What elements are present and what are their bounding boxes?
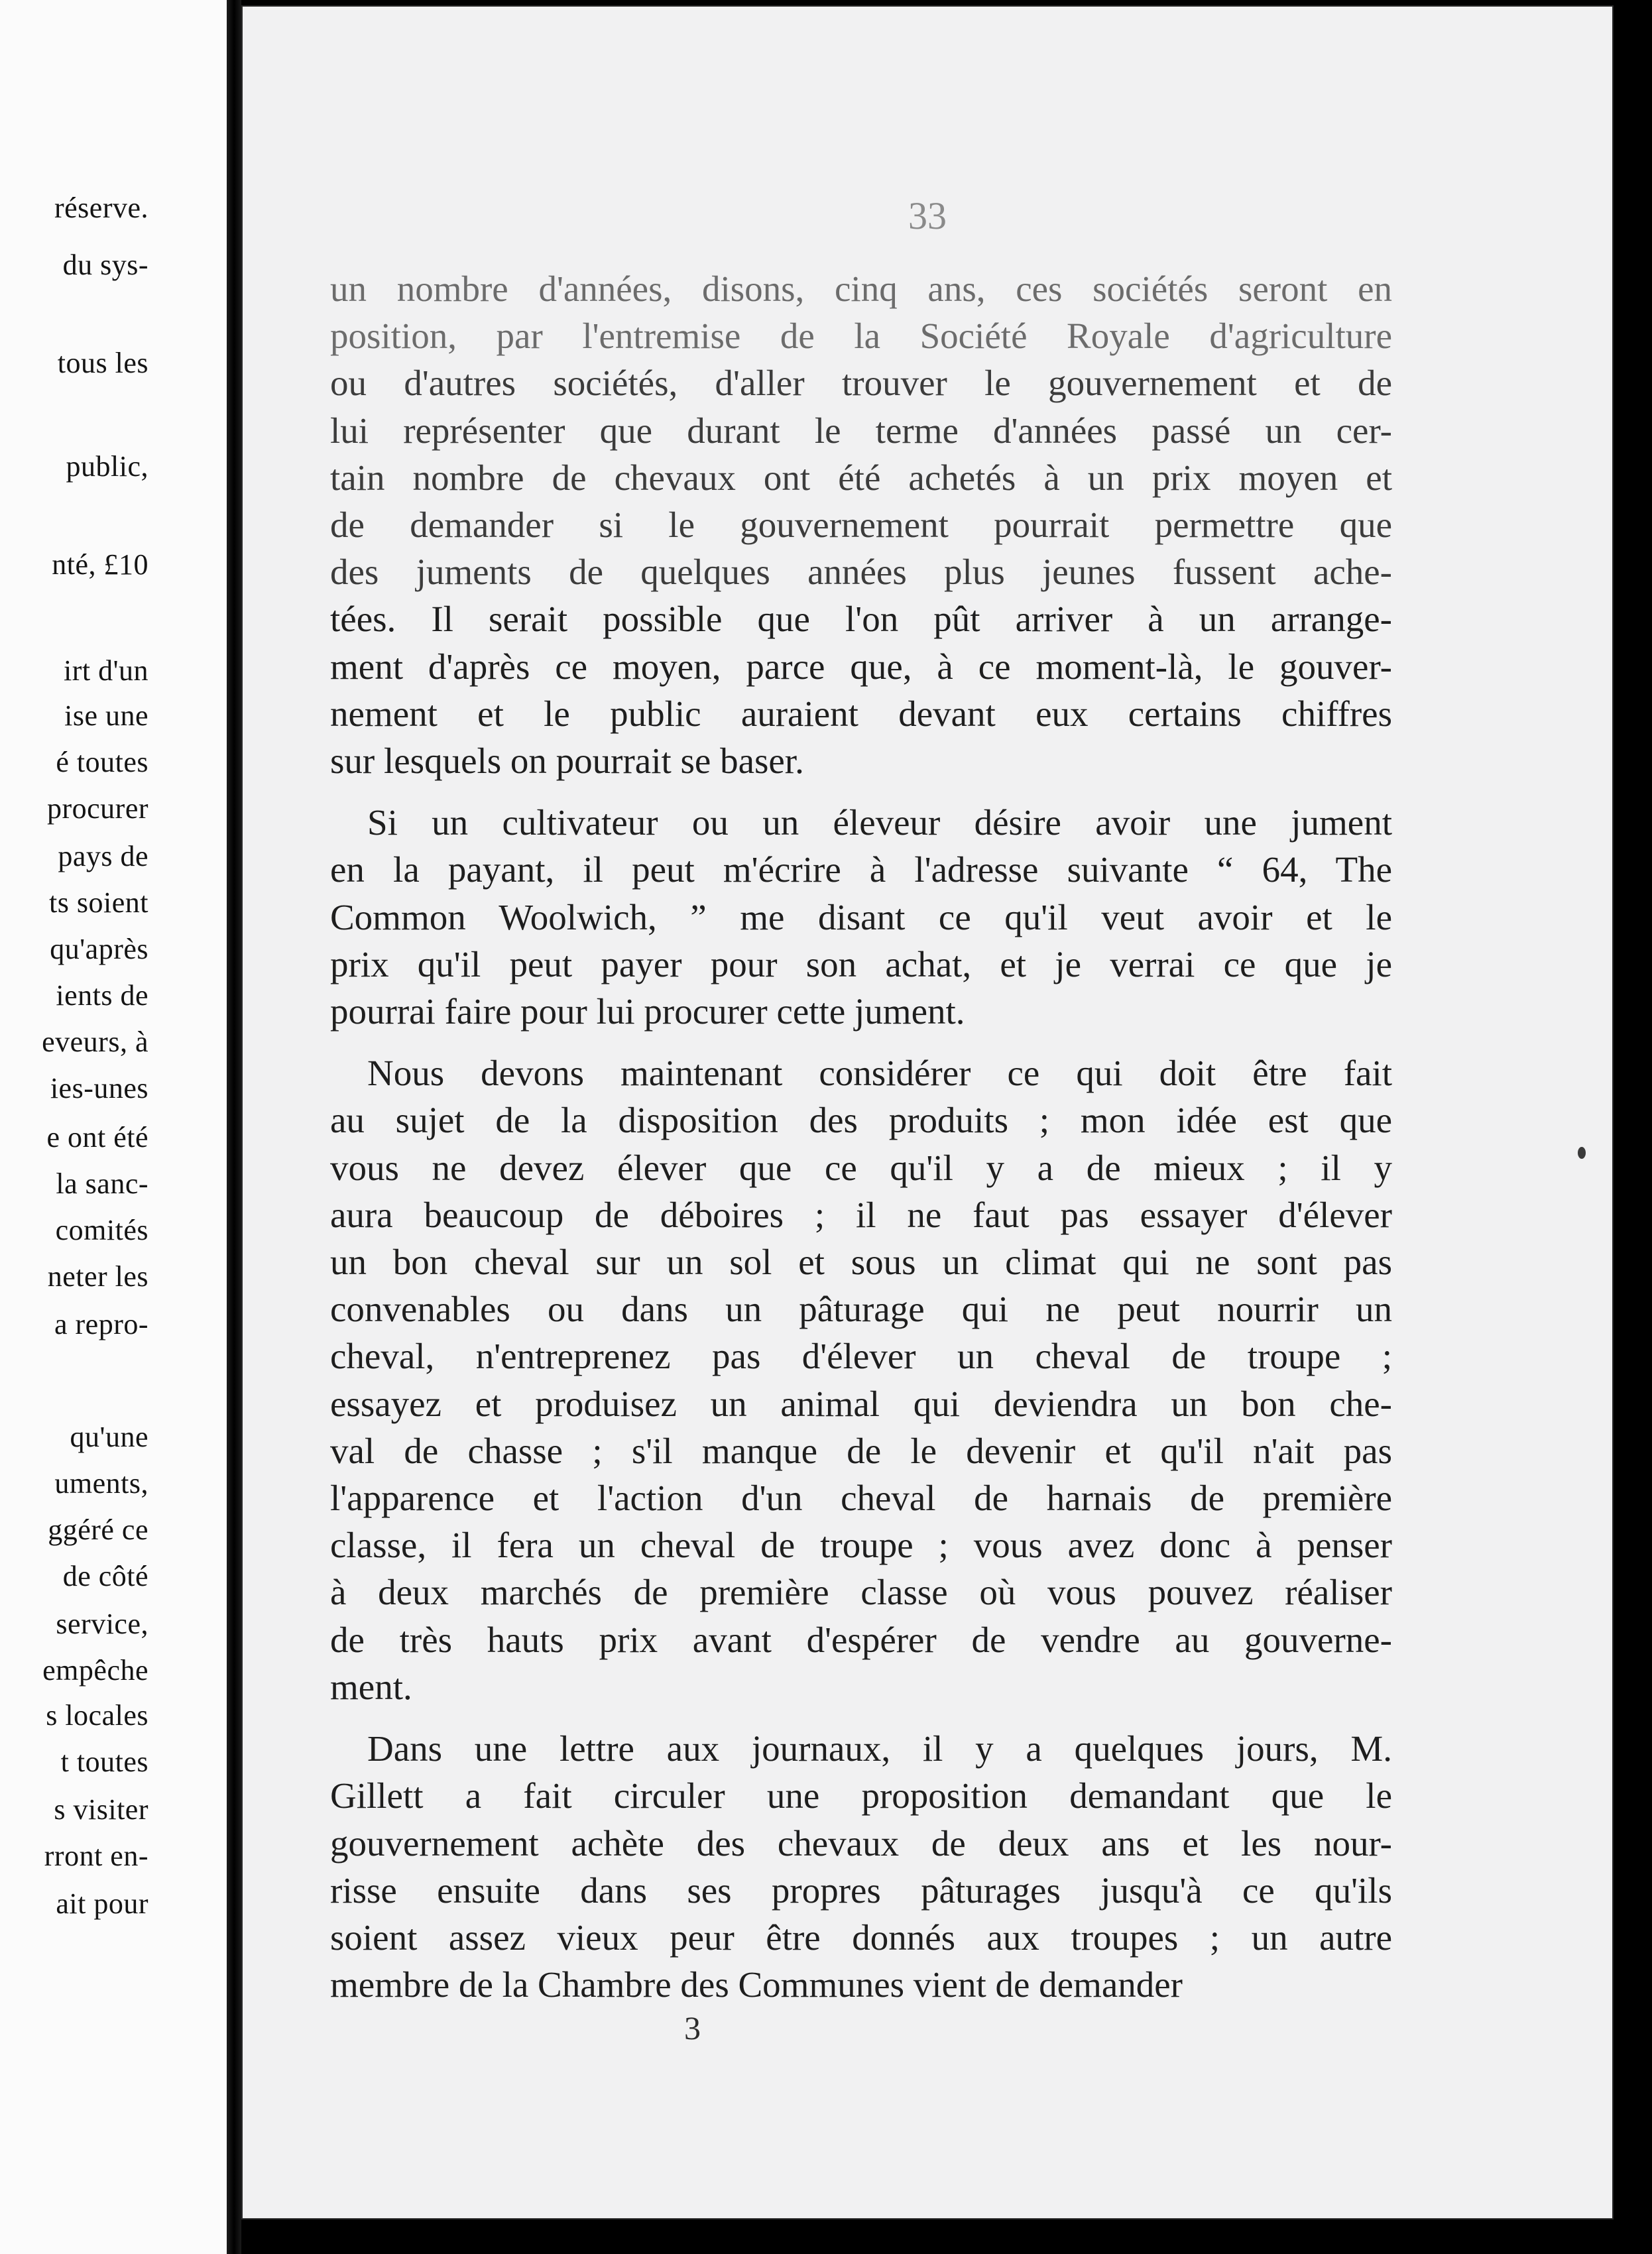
text-line: tain nombre de chevaux ont été achetés à un prix moyen et: [330, 457, 1392, 498]
left-page-fragment: e ont été: [46, 1121, 148, 1154]
main-page: [241, 5, 1614, 2220]
left-page-fragment: neter les: [47, 1260, 148, 1293]
text-line: gouvernement achète des chevaux de deux ans et les nour-: [330, 1822, 1392, 1864]
text-line: vous ne devez élever que ce qu'il y a de mieux ; il y: [330, 1147, 1392, 1188]
left-page-fragment: la sanc-: [56, 1167, 148, 1200]
left-page-fragment: du sys-: [62, 249, 148, 281]
text-line: Si un cultivateur ou un éleveur désire avoir une jument: [367, 802, 1392, 843]
left-facing-page: [0, 0, 227, 2254]
text-line: sur lesquels on pourrait se baser.: [330, 741, 804, 782]
text-line: Dans une lettre aux journaux, il y a quelques jours, M.: [367, 1728, 1392, 1769]
text-line: risse ensuite dans ses propres pâturages jusqu'à ce qu'ils: [330, 1869, 1392, 1911]
text-line: nement et le public auraient devant eux certains chiffres: [330, 693, 1392, 734]
text-line: position, par l'entremise de la Société Royale d'agriculture: [330, 316, 1392, 357]
left-page-fragment: t toutes: [60, 1746, 148, 1778]
text-line: un nombre d'années, disons, cinq ans, ces sociétés seront en: [330, 268, 1392, 309]
text-line: Gillett a fait circuler une proposition demandant que le: [330, 1775, 1392, 1816]
left-page-fragment: ts soient: [49, 886, 148, 919]
left-page-fragment: ies-unes: [50, 1072, 148, 1104]
left-page-fragment: qu'après: [50, 933, 148, 965]
text-line: val de chasse ; s'il manque de le devenir et qu'il n'ait pas: [330, 1430, 1392, 1471]
left-page-fragment: de côté: [62, 1560, 148, 1592]
left-page-fragment: ients de: [56, 979, 148, 1012]
text-line: essayez et produisez un animal qui deviendra un bon che-: [330, 1383, 1392, 1424]
text-line: tées. Il serait possible que l'on pût arriver à un arrange-: [330, 599, 1392, 640]
left-page-fragment: comités: [55, 1214, 148, 1246]
text-line: de très hauts prix avant d'espérer de vendre au gouverne-: [330, 1619, 1392, 1660]
text-line: prix qu'il peut payer pour son achat, et je verrai ce que je: [330, 943, 1392, 984]
text-line: ment d'après ce moyen, parce que, à ce moment-là, le gouver-: [330, 646, 1392, 687]
body-text: [330, 265, 1392, 2008]
left-page-fragment: é toutes: [56, 746, 148, 778]
left-page-fragment: qu'une: [70, 1421, 148, 1453]
left-page-fragment: ait pour: [56, 1887, 148, 1920]
text-line: au sujet de la disposition des produits ; mon idée est que: [330, 1100, 1392, 1141]
left-page-fragment: eveurs, à: [42, 1026, 148, 1058]
left-page-fragment: empêche: [42, 1654, 148, 1687]
text-line: des juments de quelques années plus jeunes fussent ache-: [330, 552, 1392, 593]
text-line: convenables ou dans un pâturage qui ne peut nourrir un: [330, 1289, 1392, 1330]
text-line: ou d'autres sociétés, d'aller trouver le gouvernement et de: [330, 363, 1392, 404]
left-page-fragment: rront en-: [44, 1840, 148, 1872]
left-page-fragment: pays de: [58, 840, 148, 872]
text-line: ment.: [330, 1666, 412, 1707]
text-line: Common Woolwich, ” me disant ce qu'il veut avoir et le: [330, 896, 1392, 937]
text-line: en la payant, il peut m'écrire à l'adresse suivante “ 64, The: [330, 849, 1392, 890]
text-line: cheval, n'entreprenez pas d'élever un cheval de troupe ;: [330, 1336, 1392, 1377]
scan-edge-mark: [1578, 1147, 1586, 1159]
signature-mark: 3: [684, 2009, 701, 2046]
left-page-fragment: procurer: [46, 792, 148, 825]
left-page-fragment: tous les: [57, 347, 148, 379]
left-page-fragment: s visiter: [54, 1793, 148, 1826]
left-page-fragment: réserve.: [54, 192, 148, 224]
left-page-fragment: uments,: [54, 1467, 148, 1500]
text-line: aura beaucoup de déboires ; il ne faut pas essayer d'élever: [330, 1194, 1392, 1235]
text-line: soient assez vieux peur être donnés aux troupes ; un autre: [330, 1917, 1392, 1958]
left-page-fragment: ggéré ce: [48, 1513, 148, 1546]
text-line: à deux marchés de première classe où vous pouvez réaliser: [330, 1572, 1392, 1613]
text-line: l'apparence et l'action d'un cheval de harnais de première: [330, 1478, 1392, 1519]
book-gutter: [227, 0, 241, 2254]
text-line: classe, il fera un cheval de troupe ; vous avez donc à penser: [330, 1525, 1392, 1566]
text-line: de demander si le gouvernement pourrait permettre que: [330, 504, 1392, 546]
left-page-fragment: s locales: [46, 1699, 148, 1732]
left-page-fragment: ise une: [64, 699, 148, 732]
text-line: un bon cheval sur un sol et sous un climat qui ne sont pas: [330, 1242, 1392, 1283]
left-page-fragment: irt d'un: [63, 654, 148, 687]
page-number: 33: [908, 194, 947, 237]
text-line: lui représenter que durant le terme d'années passé un cer-: [330, 410, 1392, 451]
left-page-fragment: nté, £10: [52, 548, 148, 581]
left-page-fragment: public,: [66, 450, 148, 483]
left-page-fragment: a repro-: [54, 1308, 148, 1340]
text-line: pourrai faire pour lui procurer cette jument.: [330, 991, 965, 1032]
text-line: Nous devons maintenant considérer ce qui doit être fait: [367, 1053, 1392, 1094]
text-line: membre de la Chambre des Communes vient de demander: [330, 1964, 1183, 2005]
left-page-fragment: service,: [56, 1608, 148, 1640]
